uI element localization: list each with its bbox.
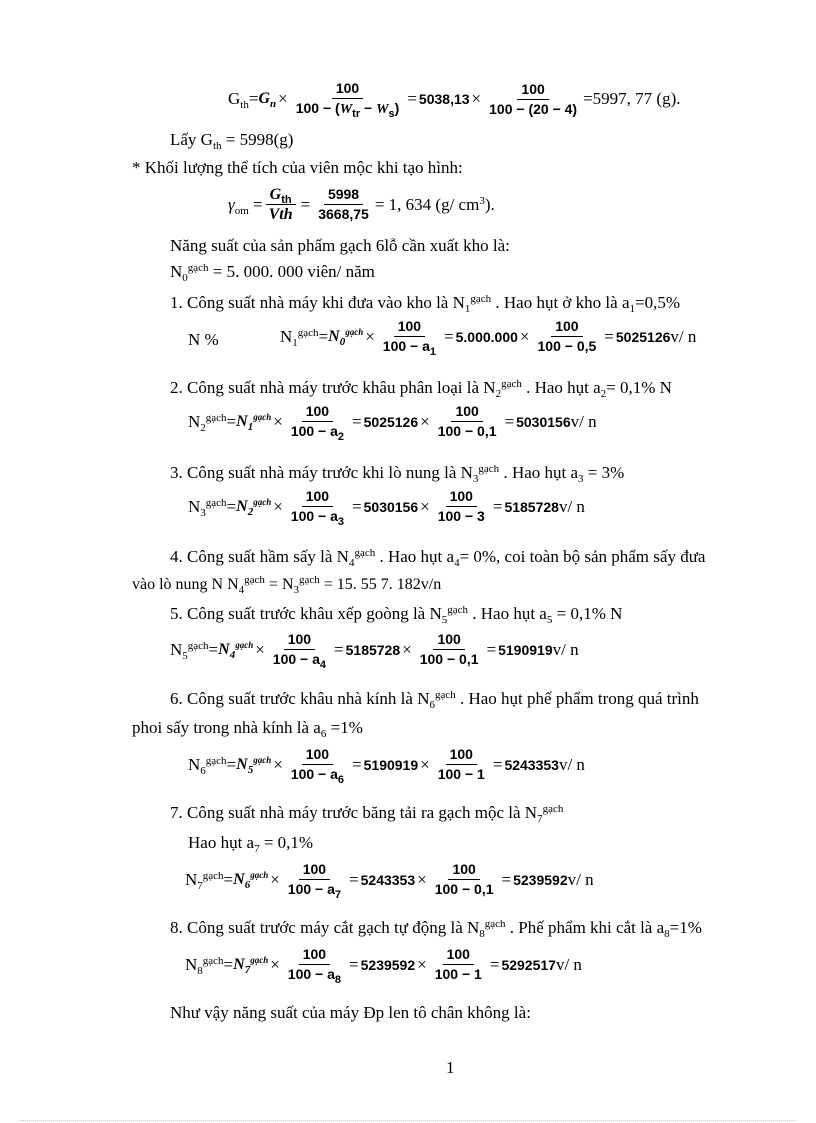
times-sign: × [420,411,430,431]
eq-lhs: $N_2^{gạch}=$ [188,411,237,434]
equals-sign: = [501,869,512,889]
eq-prev-value: 5030156 [363,498,419,515]
eq-prev-value: 5190919 [363,756,419,773]
equation-gamma: $\gamma_{om}$ = $\frac{G_{th}}{\text{Vth}}$ = $\frac{5998}{3668,75}$ = 1, 634 (g/ $cm^3$). [228,186,495,223]
eq-prev-value: 5025126 [363,413,419,430]
eq-result: 5025126 [615,328,671,345]
item4-continuation: vào lò nung N $N_4^{gạch} = N_3^{gạch} = 15$. 55 7. 182v/n [132,574,442,596]
page-number: 1 [446,1058,455,1077]
gth-fraction-2: $\frac{100}{100 - (20 - 4)}$ [489,80,578,117]
footer-divider [20,1120,796,1121]
times-sign: × [273,411,283,431]
item-2: 2. Công suất nhà máy trước khâu phân loại là $N_2^{gạch}$ . Hao hụt $a_2= 0,1\%$ N [170,378,672,400]
times-sign: × [270,869,280,889]
equation-gth: $G_{th}=$ $G_n$ × $\frac{100}{100 - (W_{tr} - W_s)}$ = 5038,13 × $\frac{100}{100 - (20 - 4)}$ =5997, 77 (g). [228,80,681,120]
item-4: 4. Công suất hầm sấy là $N_4^{gạch}$ . Hao hụt $a_4= 0\%$, coi toàn bộ sản phẩm sấy đưa [170,547,706,569]
times-sign: × [417,954,427,974]
item-3: 3. Công suất nhà máy trước khi lò nung là $N_3^{gạch}$ . Hao hụt $a_3 = 3\%$ [170,463,625,485]
eq-fraction-1: $\frac{100}{100 - a_6}$ [290,746,345,786]
equals-sign: = [492,496,503,516]
para-capacity: Năng suất của sản phẩm gạch 6lỗ cần xuất kho là: [170,236,510,255]
closing-paragraph: Như vậy năng suất của máy Đp len tô chân không là: [170,1003,531,1022]
eq-unit: v/ n [567,869,594,889]
times-sign: × [417,869,427,889]
equation-n7 [185,861,594,901]
eq-fraction-2: $\frac{100}{100 - 1}$ [437,746,485,782]
eq-fraction-1: $\frac{100}{100 - a_7}$ [287,861,342,901]
equals-sign: = [489,954,500,974]
eq-lhs: $N_8^{gạch}=$ [185,954,234,977]
eq-prev-value: 5.000.000 [455,328,518,345]
gamma-fraction-2: $\frac{5998}{3668,75}$ [318,186,369,222]
eq-result: 5292517 [501,956,556,973]
times-sign: × [519,326,530,346]
times-sign: × [270,954,280,974]
eq-unit: v/ n [570,411,597,431]
equation-n2 [188,403,597,443]
eq-unit: v/ n [558,754,585,774]
heading-volume: * Khối lượng thể tích của viên mộc khi tạo hình: [132,158,463,177]
eq-unit: v/ n [555,954,582,974]
eq-fraction-2: $\frac{100}{100 - 0,5}$ [537,318,597,354]
eq-lhs: $N_6^{gạch}=$ [188,754,237,777]
eq-prev-value: 5239592 [360,956,416,973]
item1-prefix: N % [188,330,219,349]
eq-prev-symbol: $N_6^{gạch}$ [233,869,269,891]
gth-fraction-1: $\frac{100}{100 - (W_{tr} - W_s)}$ [295,80,400,120]
gth-result: =5997, 77 (g). [583,89,681,108]
times-sign: × [255,639,265,659]
eq-result: 5190919 [498,641,553,658]
gamma-fraction-1: $\frac{G_{th}}{\text{Vth}}$ [265,186,297,223]
eq-fraction-1: $\frac{100}{100 - a_2}$ [290,403,345,443]
eq-lhs: $N_5^{gạch}=$ [170,639,219,662]
item-6: 6. Công suất trước khâu nhà kính là $N_6^{gạch}$ . Hao hụt phế phẩm trong quá trình [170,689,699,711]
eq-lhs: $N_7^{gạch}=$ [185,869,234,892]
eq-fraction-2: $\frac{100}{100 - 3}$ [437,488,485,524]
item-7: 7. Công suất nhà máy trước băng tải ra gạch mộc là $N_7^{gạch}$ [170,803,564,825]
eq-fraction-1: $\frac{100}{100 - a_1}$ [382,318,437,358]
eq-fraction-1: $\frac{100}{100 - a_4}$ [272,631,327,671]
eq-prev-symbol: $N_0^{gạch}$ [328,326,364,348]
item-1: 1. Công suất nhà máy khi đưa vào kho là $N_1^{gạch}$ . Hao hụt ở kho là $a_1=0,5\%$ [170,293,680,315]
eq-prev-symbol: $N_7^{gạch}$ [233,954,269,976]
eq-fraction-2: $\frac{100}{100 - 0,1}$ [434,861,494,897]
times-sign: × [420,496,430,516]
eq-fraction-2: $\frac{100}{100 - 1}$ [434,946,482,982]
equation-n8 [185,946,582,986]
equals-sign: = [444,326,454,346]
equals-sign: = [604,326,614,346]
equals-sign: = [349,869,359,889]
gn-symbol: $G_n$ [258,90,277,110]
gth-mid-value: 5038,13 [418,91,470,107]
eq-prev-value: 5243353 [360,871,416,888]
eq-unit: v/ n [558,496,585,516]
equation-n1 [280,318,697,358]
eq-prev-symbol: $N_1^{gạch}$ [236,411,272,433]
item6-continuation: phoi sấy trong nhà kính là $a_6 =1\%$ [132,718,363,740]
eq-prev-symbol: $N_4^{gạch}$ [218,639,254,661]
eq-fraction-2: $\frac{100}{100 - 0,1}$ [437,403,497,439]
equals-sign: = [492,754,503,774]
eq-prev-symbol: $N_2^{gạch}$ [236,496,272,518]
eq-result: 5239592 [513,871,568,888]
equals-sign: = [352,411,362,431]
times-sign: × [365,326,375,346]
eq-lhs: $N_1^{gạch}=$ [280,326,329,349]
eq-result: 5243353 [504,756,559,773]
eq-result: 5030156 [516,413,571,430]
eq-prev-symbol: $N_5^{gạch}$ [236,754,272,776]
eq-fraction-1: $\frac{100}{100 - a_3}$ [290,488,345,528]
equals-sign: = [334,639,344,659]
equals-sign: = [349,954,359,974]
gamma-result: = 1, 634 (g/ $cm^3$). [374,194,495,214]
lay-gth-line: Lấy $G_{th} = 5998(g)$ [170,130,294,152]
eq-fraction-2: $\frac{100}{100 - 0,1}$ [419,631,479,667]
equals-sign: = [352,496,362,516]
item-8: 8. Công suất trước máy cắt gạch tự động là $N_8^{gạch}$ . Phế phẩm khi cắt là $a_8=1\%$ [170,918,702,940]
item-5: 5. Công suất trước khâu xếp goòng là $N_5^{gạch}$ . Hao hụt $a_5 = 0,1\%$ N [170,604,623,626]
equation-n3 [188,488,585,528]
equation-n5 [170,631,579,671]
times-sign: × [273,496,283,516]
eq-fraction-1: $\frac{100}{100 - a_8}$ [287,946,342,986]
times-sign: × [402,639,412,659]
eq-lhs: $N_3^{gạch}=$ [188,496,237,519]
equation-n6 [188,746,585,786]
eq-result: 5185728 [504,498,559,515]
equals-sign: = [352,754,362,774]
n0-line: $N_0^{gạch} = 5$. 000. 000 viên/ năm [170,262,375,284]
times-sign: × [273,754,283,774]
times-sign: × [420,754,430,774]
equals-sign: = [504,411,515,431]
equals-sign: = [486,639,497,659]
eq-unit: v/ n [670,326,697,346]
item7-continuation: Hao hụt $a_7 = 0,1\%$ [188,833,314,855]
eq-prev-value: 5185728 [345,641,401,658]
gth-lhs: $G_{th}=$ [228,89,259,111]
eq-unit: v/ n [552,639,579,659]
